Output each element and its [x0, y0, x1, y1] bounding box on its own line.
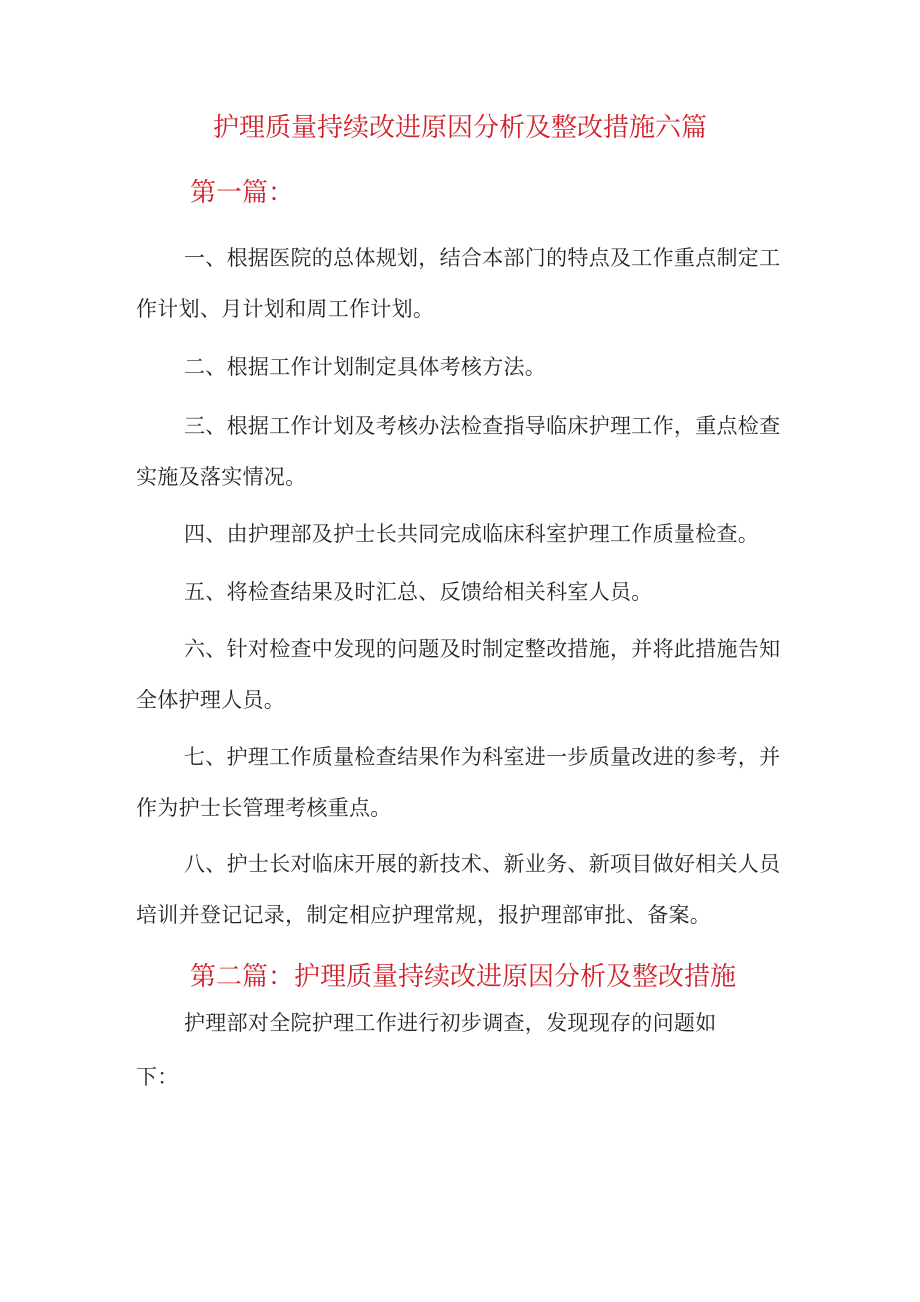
section-1-item-1: 一、根据医院的总体规划，结合本部门的特点及工作重点制定工作计划、月计划和周工作计划。: [136, 246, 781, 321]
section-1-item-2: 二、根据工作计划制定具体考核方法。: [184, 355, 547, 379]
section-2-intro: 护理部对全院护理工作进行初步调查，发现现存的问题如下：: [136, 1011, 717, 1089]
document-title: 护理质量持续改进原因分析及整改措施六篇: [212, 113, 707, 143]
section-1-item-4: 四、由护理部及护士长共同完成临床科室护理工作质量检查。: [184, 522, 760, 546]
section-1-item-7: 七、护理工作质量检查结果作为科室进一步质量改进的参考，并作为护士长管理考核重点。: [136, 745, 781, 820]
section-1-item-6: 六、针对检查中发现的问题及时制定整改措施，并将此措施告知全体护理人员。: [136, 637, 781, 712]
section-1-heading: 第一篇：: [190, 178, 295, 208]
section-2-heading: 第二篇：护理质量持续改进原因分析及整改措施: [190, 962, 737, 992]
section-1-item-8: 八、护士长对临床开展的新技术、新业务、新项目做好相关人员培训并登记记录，制定相应护理常规，报护理部审批、备案。: [136, 852, 781, 927]
section-1-item-5: 五、将检查结果及时汇总、反馈给相关科室人员。: [184, 580, 653, 604]
section-1-item-3: 三、根据工作计划及考核办法检查指导临床护理工作，重点检查实施及落实情况。: [136, 414, 781, 489]
